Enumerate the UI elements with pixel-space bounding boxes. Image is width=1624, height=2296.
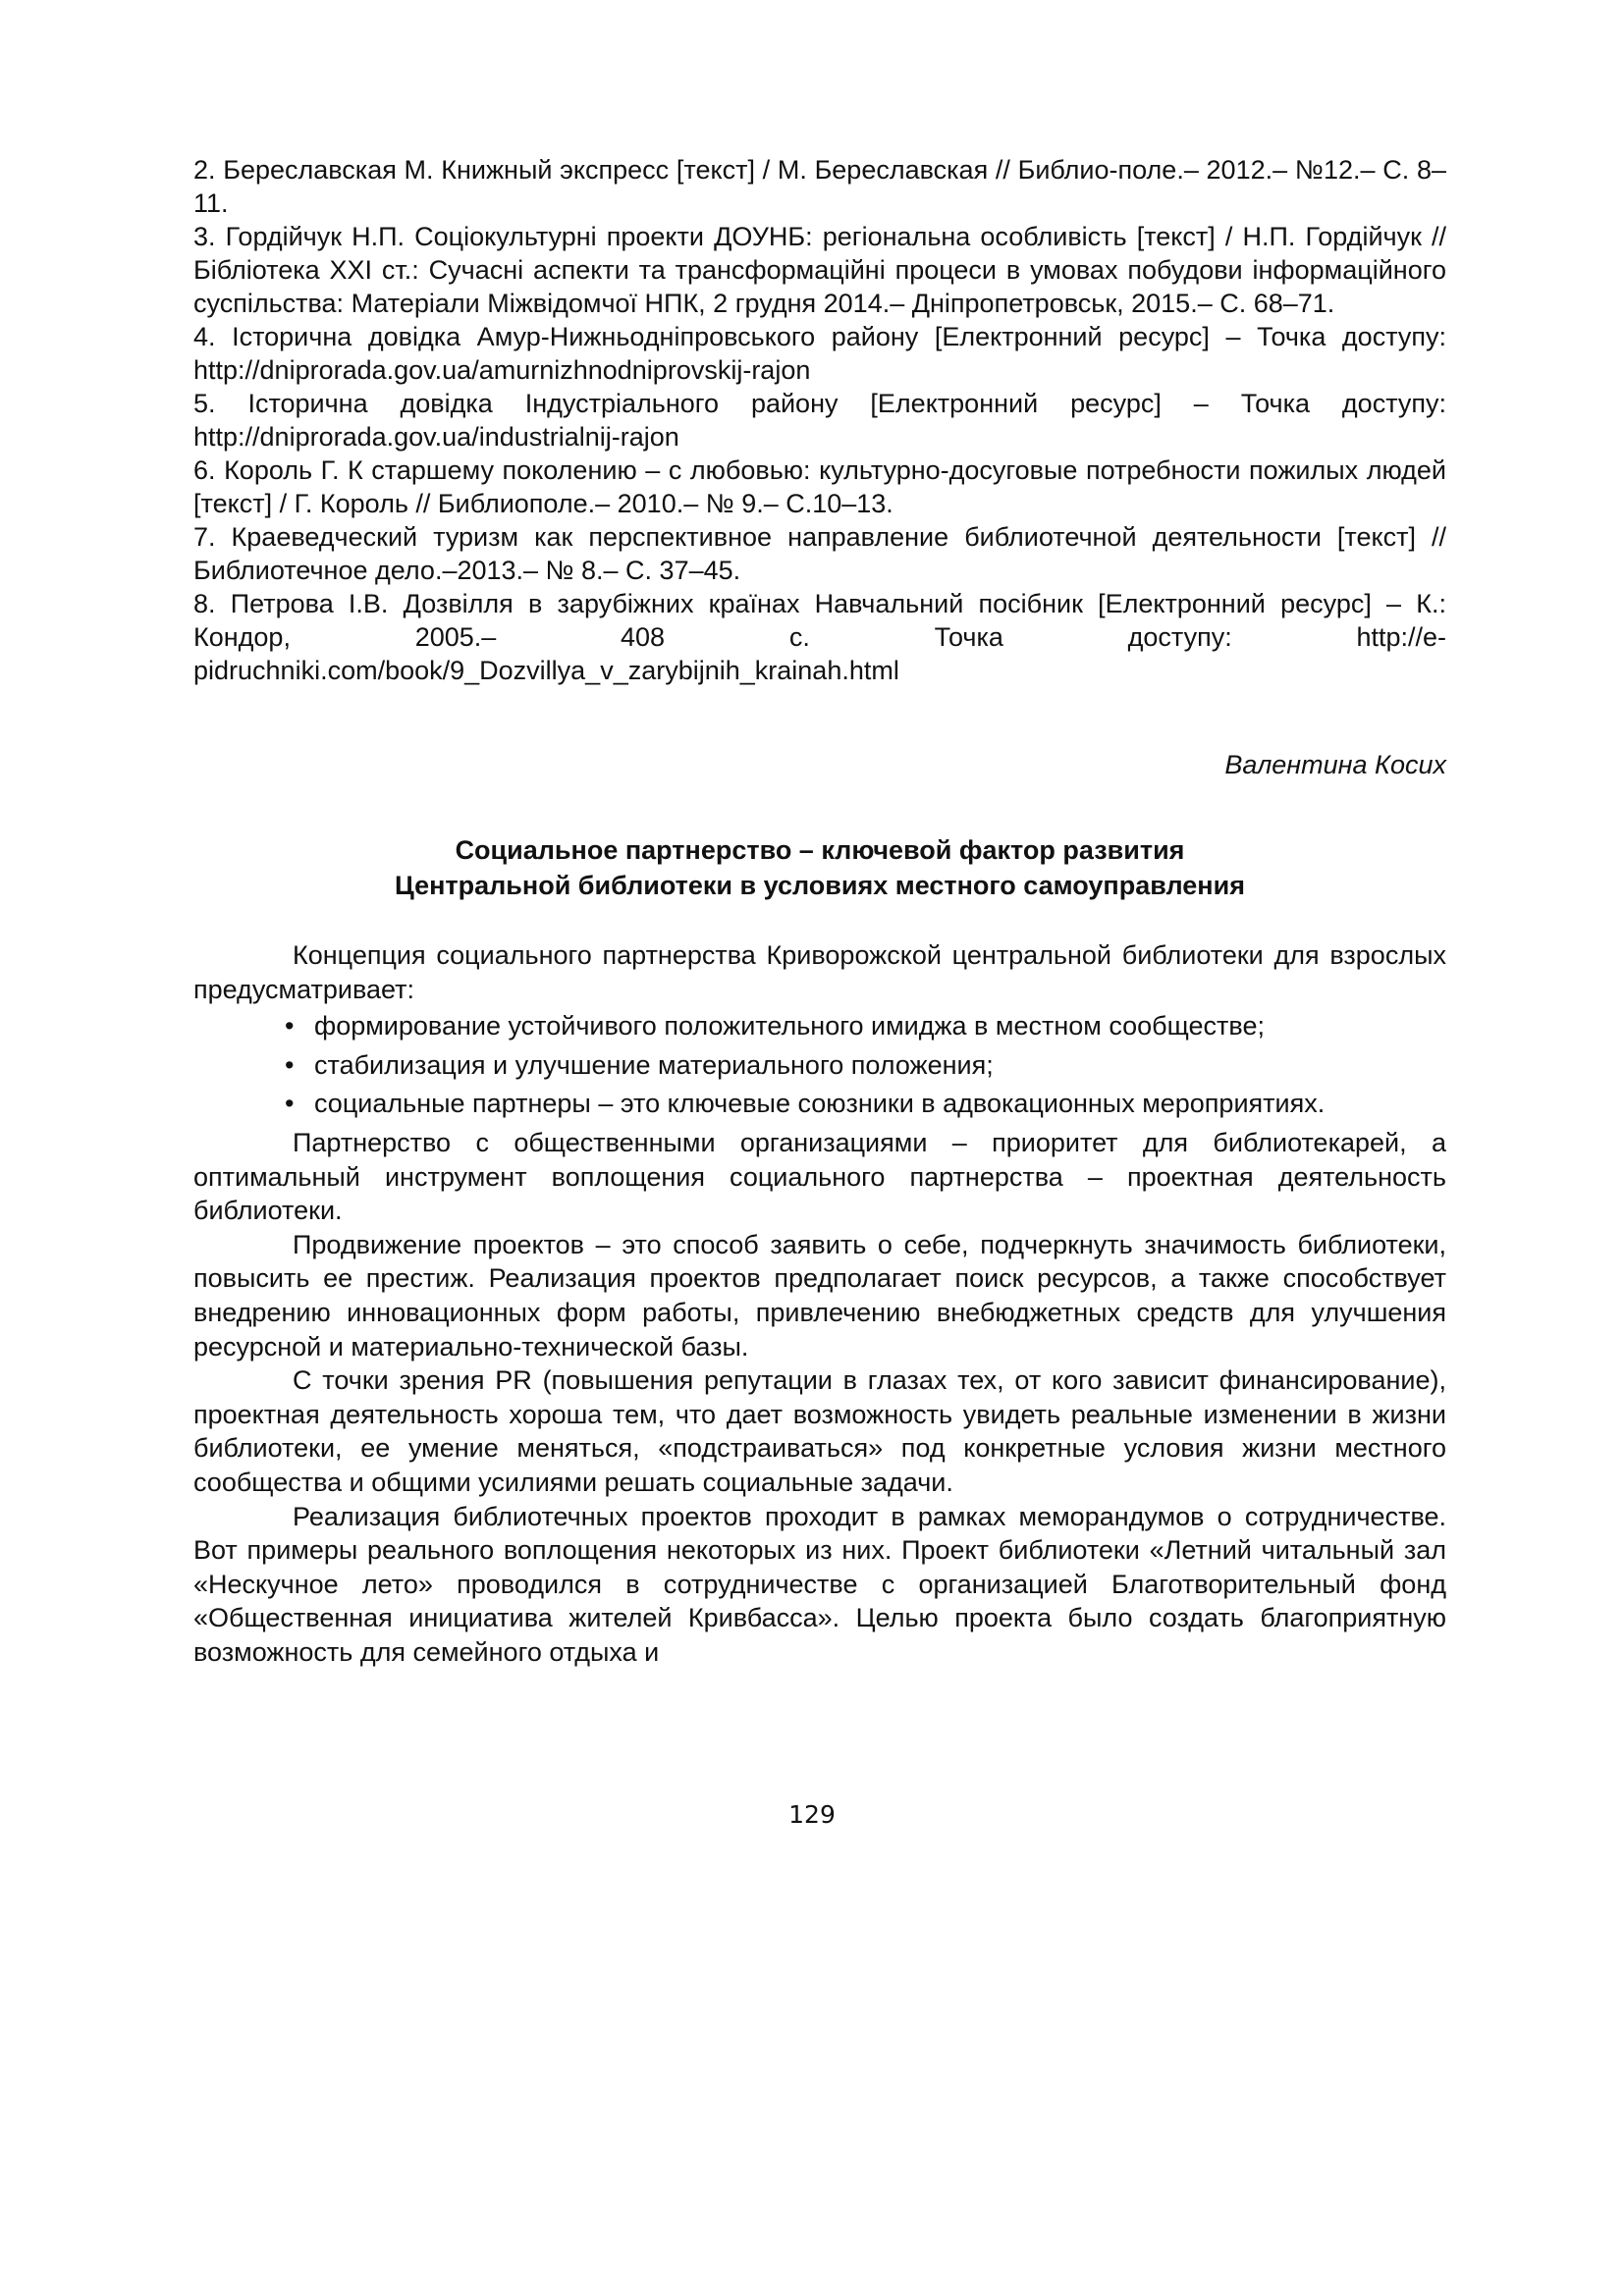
reference-item: 8. Петрова І.В. Дозвілля в зарубіжних країнах Навчальний посібник [Електронний ресурс] – К.: Кондор, 2005.– 408 с. Точка доступу: http://e-pidruchniki.com/book/9_Dozvillya_v_zarybijnih_krainah.html [193, 589, 1446, 685]
bullet-icon: • [285, 1049, 295, 1080]
body-paragraph: С точки зрения PR (повышения репутации в глазах тех, от кого зависит финансирование), проектная деятельность хороша тем, что дает возможность увидеть реальные изменении в жизни библиотеки, ее умение меняться, «подстраиваться» под конкретные условия жизни местного сообщества и общими усилиями решать социальные задачи. [193, 1365, 1446, 1497]
reference-item: 3. Гордійчук Н.П. Соціокультурні проекти ДОУНБ: регіональна особливість [текст] / Н.П. Гордійчук // Бібліотека XXI ст.: Сучасні аспекти та трансформаційні процеси в умовах побудови інформаційного суспільства: Матеріали Міжвідомчої НПК, 2 грудня 2014.– Дніпропетровськ, 2015.– С. 68–71. [193, 222, 1446, 318]
reference-list [193, 153, 1446, 687]
reference-item: 7. Краеведческий туризм как перспективное направление библиотечной деятельности [текст] // Библиотечное дело.–2013.– № 8.– С. 37–45. [193, 522, 1446, 585]
document-page [193, 153, 1446, 1669]
bullet-list [193, 1009, 1446, 1121]
article-title-line: Социальное партнерство – ключевой фактор развития [455, 835, 1185, 865]
bullet-icon: • [285, 1089, 295, 1119]
body-paragraph: Партнерство с общественными организациями – приоритет для библиотекарей, а оптимальный инструмент воплощения социального партнерства – проектная деятельность библиотеки. [193, 1127, 1446, 1226]
article-body [193, 938, 1446, 1669]
bullet-item [285, 1048, 1446, 1083]
bullet-item [285, 1009, 1446, 1043]
body-paragraph: Продвижение проектов – это способ заявить о себе, подчеркнуть значимость библиотеки, повысить ее престиж. Реализация проектов предполагает поиск ресурсов, а также способствует внедрению инновационных форм работы, привлечению внебюджетных средств для улучшения ресурсной и материально-технической базы. [193, 1229, 1446, 1362]
bullet-text: стабилизация и улучшение материального положения; [314, 1049, 994, 1080]
article-author: Валентина Косих [1224, 750, 1446, 779]
page-number: 129 [788, 1800, 836, 1829]
reference-item: 5. Історична довідка Індустріального району [Електронний ресурс] – Точка доступу: http://dniprorada.gov.ua/industrialnij-rajon [193, 389, 1446, 452]
article-title-line: Центральной библиотеки в условиях местного самоуправления [395, 871, 1245, 900]
reference-item: 4. Історична довідка Амур-Нижньодніпровського району [Електронний ресурс] – Точка доступу: http://dniprorada.gov.ua/amurnizhnodniprovskij-rajon [193, 322, 1446, 385]
reference-item: 2. Береславская М. Книжный экспресс [текст] / М. Береславская // Библио-поле.– 2012.– №12.– С. 8–11. [193, 155, 1446, 218]
reference-item: 6. Король Г. К старшему поколению – с любовью: культурно-досуговые потребности пожилых людей [текст] / Г. Король // Библиополе.– 2010.– № 9.– С.10–13. [193, 455, 1446, 518]
bullet-icon: • [285, 1011, 295, 1041]
intro-paragraph: Концепция социального партнерства Криворожской центральной библиотеки для взрослых предусматривает: [193, 940, 1446, 1004]
bullet-text: формирование устойчивого положительного имиджа в местном сообществе; [314, 1011, 1265, 1041]
article-title [193, 832, 1446, 903]
body-paragraph: Реализация библиотечных проектов проходит в рамках меморандумов о сотрудничестве. Вот примеры реального воплощения некоторых из них. Проект библиотеки «Летний читальный зал «Нескучное лето» проводился в сотрудничестве с организацией Благотворительный фонд «Общественная инициатива жителей Кривбасса». Целью проекта было создать благоприятную возможность для семейного отдыха и [193, 1501, 1446, 1667]
bullet-text: социальные партнеры – это ключевые союзники в адвокационных мероприятиях. [314, 1089, 1326, 1119]
bullet-item [285, 1087, 1446, 1121]
